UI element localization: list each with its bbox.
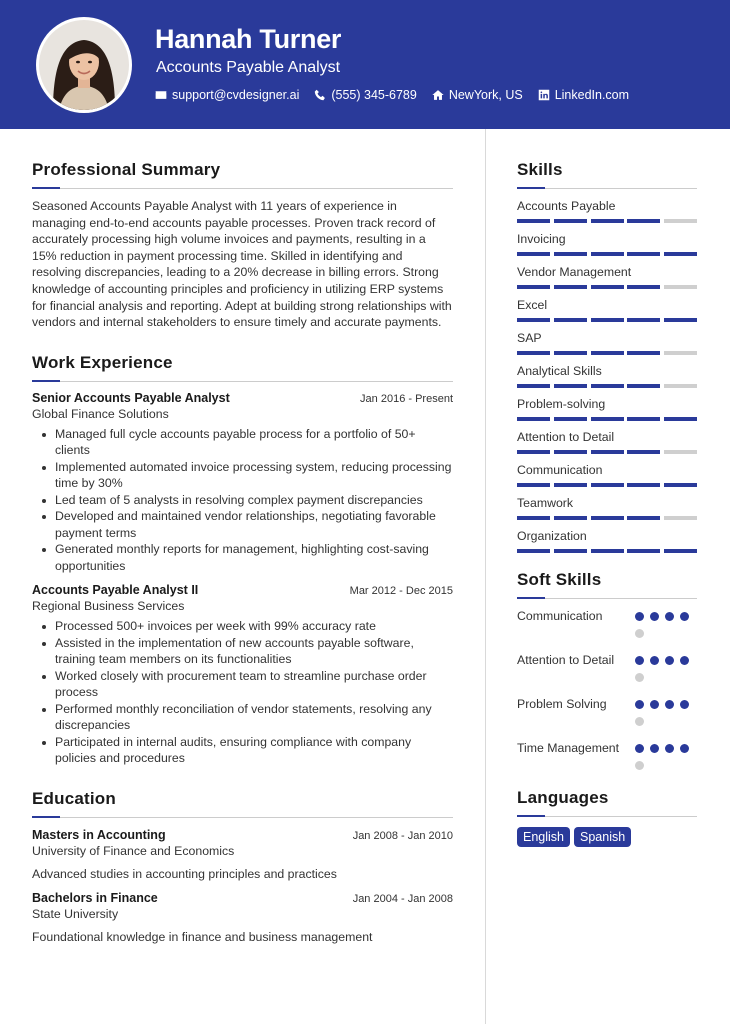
section-title: Languages — [517, 788, 609, 807]
skills-list — [517, 199, 697, 553]
skill-level-segment — [517, 549, 550, 553]
skill-level-segment — [627, 549, 660, 553]
soft-skill-rating — [635, 608, 697, 646]
skill-level-segment — [517, 450, 550, 454]
skill-level-segment — [664, 318, 697, 322]
skill-level-segment — [664, 384, 697, 388]
location-text: NewYork, US — [448, 88, 523, 102]
rating-dot — [680, 700, 689, 709]
skill-level-segment — [591, 417, 624, 421]
section-title: Soft Skills — [517, 570, 602, 589]
soft-skill-row — [517, 608, 697, 646]
skill-level-segment — [554, 450, 587, 454]
soft-skills-list — [517, 608, 697, 778]
skill-level-segment — [517, 384, 550, 388]
language-tag: Spanish — [574, 827, 631, 847]
envelope-icon — [155, 89, 167, 101]
rating-dot — [635, 700, 644, 709]
soft-skill-rating — [635, 740, 697, 778]
sidebar-column — [517, 160, 697, 847]
rating-dot — [650, 700, 659, 709]
skill-level-segment — [627, 450, 660, 454]
rating-dot — [650, 612, 659, 621]
list-item: Managed full cycle accounts payable process for a portfolio of 50+ clients — [32, 426, 453, 459]
experience-section — [32, 353, 453, 767]
skill-level-segment — [627, 384, 660, 388]
rating-dot — [635, 761, 644, 770]
rating-dot — [680, 656, 689, 665]
skill-level-segment — [664, 549, 697, 553]
list-item: Led team of 5 analysts in resolving complex payment discrepancies — [32, 492, 453, 509]
rating-dot — [665, 612, 674, 621]
skill-level-bar — [517, 252, 697, 256]
job-bullets — [32, 618, 453, 767]
avatar — [36, 17, 132, 113]
skill-level-segment — [664, 252, 697, 256]
skill-level-segment — [627, 252, 660, 256]
main-column — [32, 160, 453, 944]
contact-location[interactable] — [432, 88, 523, 102]
skill-level-segment — [591, 549, 624, 553]
skill-name: Teamwork — [517, 496, 574, 510]
list-item: Generated monthly reports for management, highlighting cost-saving opportunities — [32, 541, 453, 574]
list-item: Worked closely with procurement team to streamline purchase order process — [32, 668, 453, 701]
column-divider — [485, 129, 486, 1024]
language-tag: English — [517, 827, 570, 847]
rating-dot — [665, 744, 674, 753]
skill-name: Organization — [517, 529, 587, 543]
skill-level-segment — [664, 351, 697, 355]
soft-skill-name: Communication — [517, 609, 603, 623]
summary-text: Seasoned Accounts Payable Analyst with 11 years of experience in managing end-to-end accounts payable processes. Proven track record of accurately processing high volume invoices and payments, resulting in a 15% reduction in payment processing time. Skilled in identifying and resolving discrepancies, leading to a 20% decrease in billing errors. Strong knowledge of accounting principles and proficiency in utilizing ERP systems for financial analysis and reporting. Adept at building strong relationships with vendors and internal stakeholders to ensure timely and accurate payments. — [32, 199, 452, 330]
degree-title: Bachelors in Finance — [32, 890, 158, 905]
header-banner — [0, 0, 730, 129]
skill-level-segment — [664, 417, 697, 421]
skill-level-segment — [517, 483, 550, 487]
home-icon — [432, 89, 444, 101]
section-rule — [32, 187, 453, 189]
section-rule — [32, 816, 453, 818]
soft-skill-row — [517, 696, 697, 734]
skill-level-segment — [591, 384, 624, 388]
skill-name: Communication — [517, 463, 603, 477]
skill-level-segment — [627, 351, 660, 355]
skill-level-segment — [591, 252, 624, 256]
skill-level-segment — [517, 318, 550, 322]
profile-photo — [39, 20, 129, 110]
degree-title: Masters in Accounting — [32, 827, 166, 842]
soft-skill-name: Problem Solving — [517, 697, 607, 711]
skill-level-segment — [591, 219, 624, 223]
education-date: Jan 2008 - Jan 2010 — [352, 829, 453, 842]
school-name: University of Finance and Economics — [32, 843, 235, 858]
skill-level-segment — [591, 318, 624, 322]
skill-level-segment — [554, 549, 587, 553]
skill-level-segment — [554, 318, 587, 322]
skill-level-bar — [517, 318, 697, 322]
job-entry — [32, 391, 453, 575]
list-item: Implemented automated invoice processing system, reducing processing time by 30% — [32, 459, 453, 492]
job-date: Mar 2012 - Dec 2015 — [349, 585, 453, 598]
rating-dot — [665, 656, 674, 665]
skill-level-segment — [627, 483, 660, 487]
section-rule — [517, 597, 697, 599]
skill-name: Analytical Skills — [517, 364, 602, 378]
section-rule — [517, 815, 697, 817]
rating-dot — [665, 700, 674, 709]
skill-level-segment — [591, 450, 624, 454]
job-title: Senior Accounts Payable Analyst — [32, 390, 230, 405]
contact-email[interactable] — [155, 88, 299, 102]
skill-level-segment — [554, 384, 587, 388]
language-tags — [517, 827, 697, 847]
soft-skill-name: Time Management — [517, 741, 620, 755]
list-item: Developed and maintained vendor relationships, negotiating favorable payment terms — [32, 508, 453, 541]
skill-level-bar — [517, 516, 697, 520]
rating-dot — [635, 612, 644, 621]
company-name: Regional Business Services — [32, 599, 185, 614]
skill-level-segment — [627, 285, 660, 289]
skill-level-segment — [627, 417, 660, 421]
section-title: Work Experience — [32, 352, 173, 372]
languages-section — [517, 788, 697, 847]
skill-level-bar — [517, 483, 697, 487]
rating-dot — [635, 656, 644, 665]
list-item: Participated in internal audits, ensuring compliance with company policies and procedures — [32, 734, 453, 767]
school-name: State University — [32, 906, 119, 921]
soft-skills-section — [517, 570, 697, 778]
section-title: Professional Summary — [32, 160, 221, 179]
company-name: Global Finance Solutions — [32, 406, 169, 421]
candidate-title: Accounts Payable Analyst — [156, 59, 341, 76]
skill-level-segment — [627, 318, 660, 322]
skills-section — [517, 160, 697, 553]
skill-level-segment — [664, 285, 697, 289]
contact-row — [155, 88, 644, 102]
skill-level-segment — [664, 483, 697, 487]
skill-level-bar — [517, 417, 697, 421]
phone-icon — [314, 89, 326, 101]
rating-dot — [635, 717, 644, 726]
rating-dot — [635, 673, 644, 682]
skill-level-bar — [517, 549, 697, 553]
skill-level-segment — [664, 450, 697, 454]
skill-level-segment — [517, 417, 550, 421]
skill-level-segment — [517, 285, 550, 289]
skill-level-segment — [554, 285, 587, 289]
contact-phone[interactable] — [314, 88, 416, 102]
education-section — [32, 789, 453, 944]
education-date: Jan 2004 - Jan 2008 — [352, 892, 453, 905]
job-title: Accounts Payable Analyst II — [32, 583, 199, 598]
skill-level-segment — [554, 351, 587, 355]
rating-dot — [680, 744, 689, 753]
summary-section — [32, 160, 453, 331]
rating-dot — [680, 612, 689, 621]
skill-level-segment — [627, 219, 660, 223]
email-text: support@cvdesigner.ai — [172, 88, 300, 102]
skill-level-segment — [554, 219, 587, 223]
rating-dot — [650, 656, 659, 665]
skill-name: Accounts Payable — [517, 199, 616, 213]
rating-dot — [650, 744, 659, 753]
soft-skill-rating — [635, 652, 697, 690]
skill-name: Problem-solving — [517, 397, 606, 411]
education-entry — [32, 891, 453, 944]
soft-skill-row — [517, 652, 697, 690]
skill-level-segment — [554, 417, 587, 421]
job-entry — [32, 583, 453, 767]
education-description: Foundational knowledge in finance and business management — [32, 929, 373, 944]
candidate-name: Hannah Turner — [155, 24, 342, 54]
list-item: Performed monthly reconciliation of vendor statements, resolving any discrepancies — [32, 701, 453, 734]
skill-level-segment — [591, 483, 624, 487]
section-rule — [517, 187, 697, 189]
list-item: Processed 500+ invoices per week with 99% accuracy rate — [32, 618, 453, 635]
rating-dot — [635, 629, 644, 638]
skill-name: Excel — [517, 298, 548, 312]
skill-level-segment — [517, 219, 550, 223]
skill-level-segment — [517, 252, 550, 256]
section-rule — [32, 380, 453, 382]
phone-text: (555) 345-6789 — [331, 88, 417, 102]
skill-name: Attention to Detail — [517, 430, 615, 444]
skill-level-bar — [517, 351, 697, 355]
skill-level-segment — [517, 516, 550, 520]
skill-level-segment — [591, 516, 624, 520]
linkedin-icon — [538, 89, 550, 101]
education-entry — [32, 828, 453, 881]
job-date: Jan 2016 - Present — [360, 392, 453, 405]
skill-level-segment — [627, 516, 660, 520]
skill-level-bar — [517, 285, 697, 289]
skill-level-segment — [554, 252, 587, 256]
skill-name: Vendor Management — [517, 265, 632, 279]
section-title: Skills — [517, 160, 563, 179]
skill-name: SAP — [517, 331, 542, 345]
soft-skill-row — [517, 740, 697, 778]
soft-skill-name: Attention to Detail — [517, 653, 615, 667]
section-title: Education — [32, 788, 116, 808]
skill-level-segment — [554, 483, 587, 487]
contact-linkedin[interactable] — [538, 88, 629, 102]
skill-name: Invoicing — [517, 232, 566, 246]
soft-skill-rating — [635, 696, 697, 734]
skill-level-segment — [517, 351, 550, 355]
skill-level-bar — [517, 384, 697, 388]
list-item: Assisted in the implementation of new accounts payable software, training team members on its functionalities — [32, 635, 453, 668]
skill-level-segment — [591, 351, 624, 355]
linkedin-text: LinkedIn.com — [554, 88, 630, 102]
skill-level-segment — [554, 516, 587, 520]
skill-level-bar — [517, 219, 697, 223]
skill-level-bar — [517, 450, 697, 454]
job-bullets — [32, 426, 453, 575]
education-description: Advanced studies in accounting principles and practices — [32, 866, 337, 881]
skill-level-segment — [664, 219, 697, 223]
skill-level-segment — [591, 285, 624, 289]
rating-dot — [635, 744, 644, 753]
skill-level-segment — [664, 516, 697, 520]
